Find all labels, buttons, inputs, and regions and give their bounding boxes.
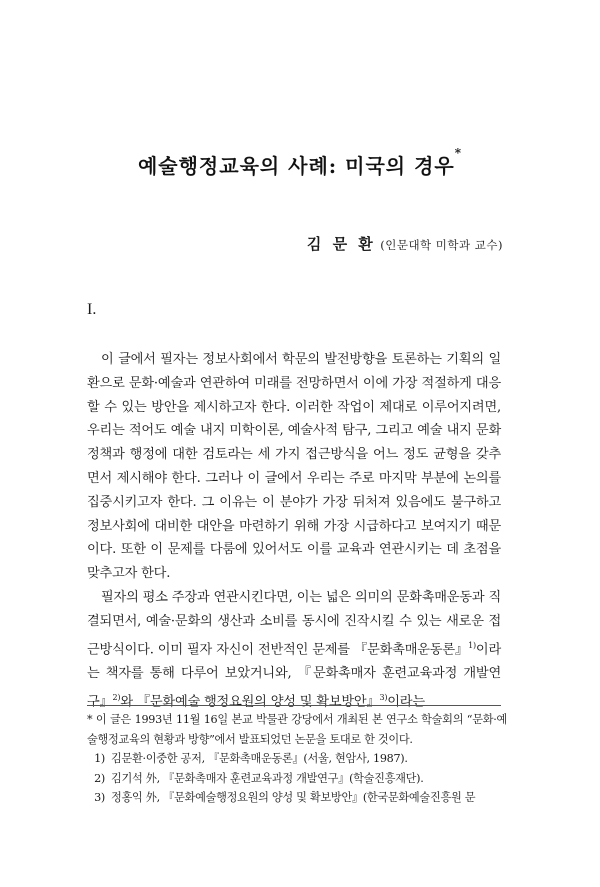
article-title-text: 예술행정교육의 사례: 미국의 경우 bbox=[137, 154, 455, 178]
article-title bbox=[0, 146, 600, 179]
footnote-star-mark: * bbox=[87, 713, 93, 726]
author-name: 김 문 환 bbox=[306, 235, 376, 253]
paragraph-2-text-a: 필자의 평소 주장과 연관시킨다면, 이는 넓은 의미의 문화촉매운동과 직결되면서, 예술·문화의 생산과 소비를 동시에 진작시킬 수 있는 새로운 접근방식이다. 이미 필자 자신이 전반적인 문제를 『문화촉매운동론』 bbox=[87, 589, 501, 657]
footnote-star bbox=[87, 710, 507, 749]
footnote-star-text: 이 글은 1993년 11월 16일 본교 박물관 강당에서 개최된 본 연구소 학술회의 “문화·예술행정교육의 현황과 방향”에서 발표되었던 논문을 토대로 한 것이다. bbox=[87, 713, 507, 746]
footnote-2 bbox=[87, 769, 507, 789]
footnote-3 bbox=[87, 788, 507, 808]
paragraph-2-text-b: 이라는 책자를 통해 다루어 보았거니와, 『문화촉매자 훈련교육과정 개발연구』 bbox=[87, 641, 501, 709]
footnote-3-number: 3) bbox=[94, 791, 105, 805]
section-heading: I. bbox=[87, 301, 97, 318]
footnote-2-number: 2) bbox=[94, 771, 105, 785]
footnote-3-text: 정홍익 外, 『문화예술행정요원의 양성 및 확보방안』(한국문화예술진흥원 문 bbox=[111, 791, 476, 805]
paragraph-1 bbox=[87, 348, 501, 586]
footnote-ref-3: 3) bbox=[379, 692, 388, 702]
footnote-1-number: 1) bbox=[94, 752, 105, 766]
paragraph-2-text-d: 이라는 bbox=[387, 693, 425, 709]
paragraph-2-text-c: 와 『문화예술 행정요원의 양성 및 확보방안』 bbox=[120, 693, 380, 709]
footnotes bbox=[87, 710, 507, 808]
paragraph-1-text: 이 글에서 필자는 정보사회에서 학문의 발전방향을 토론하는 기획의 일환으로 문화·예술과 연관하여 미래를 전망하면서 이에 가장 적절하게 대응할 수 있는 방안을 제시하고자 한다. 이러한 작업이 제대로 이루어지려면, 우리는 적어도 예술 내지 미학이론, 예술사적 탐구, 그리고 예술 내지 문화정책과 행정에 대한 검토라는 세 가지 접근방식을 어느 정도 균형을 갖추면서 제시해야 한다. 그러나 이 글에서 우리는 주로 마지막 부분에 논의를 집중시키고자 한다. 그 이유는 이 분야가 가장 뒤처져 있음에도 불구하고 정보사회에 대비한 대안을 마련하기 위해 가장 시급하다고 보여지기 때문이다. 또한 이 문제를 다룸에 있어서도 이를 교육과 연관시키는 데 초점을 맞추고자 한다. bbox=[87, 352, 501, 582]
author-line bbox=[307, 233, 503, 254]
footnote-ref-2: 2) bbox=[112, 692, 121, 702]
footnote-ref-1: 1) bbox=[468, 640, 476, 650]
footnote-divider bbox=[87, 705, 501, 706]
author-affiliation: (인문대학 미학과 교수) bbox=[380, 238, 503, 252]
footnote-2-text: 김기석 外, 『문화촉매자 훈련교육과정 개발연구』(학술진흥재단). bbox=[111, 771, 424, 785]
title-footnote-mark: * bbox=[454, 146, 463, 160]
body-text bbox=[87, 348, 501, 714]
footnote-1 bbox=[87, 749, 507, 769]
paragraph-2 bbox=[87, 586, 501, 714]
footnote-1-text: 김문환·이중한 공저, 『문화촉매운동론』(서울, 현암사, 1987). bbox=[111, 752, 408, 766]
